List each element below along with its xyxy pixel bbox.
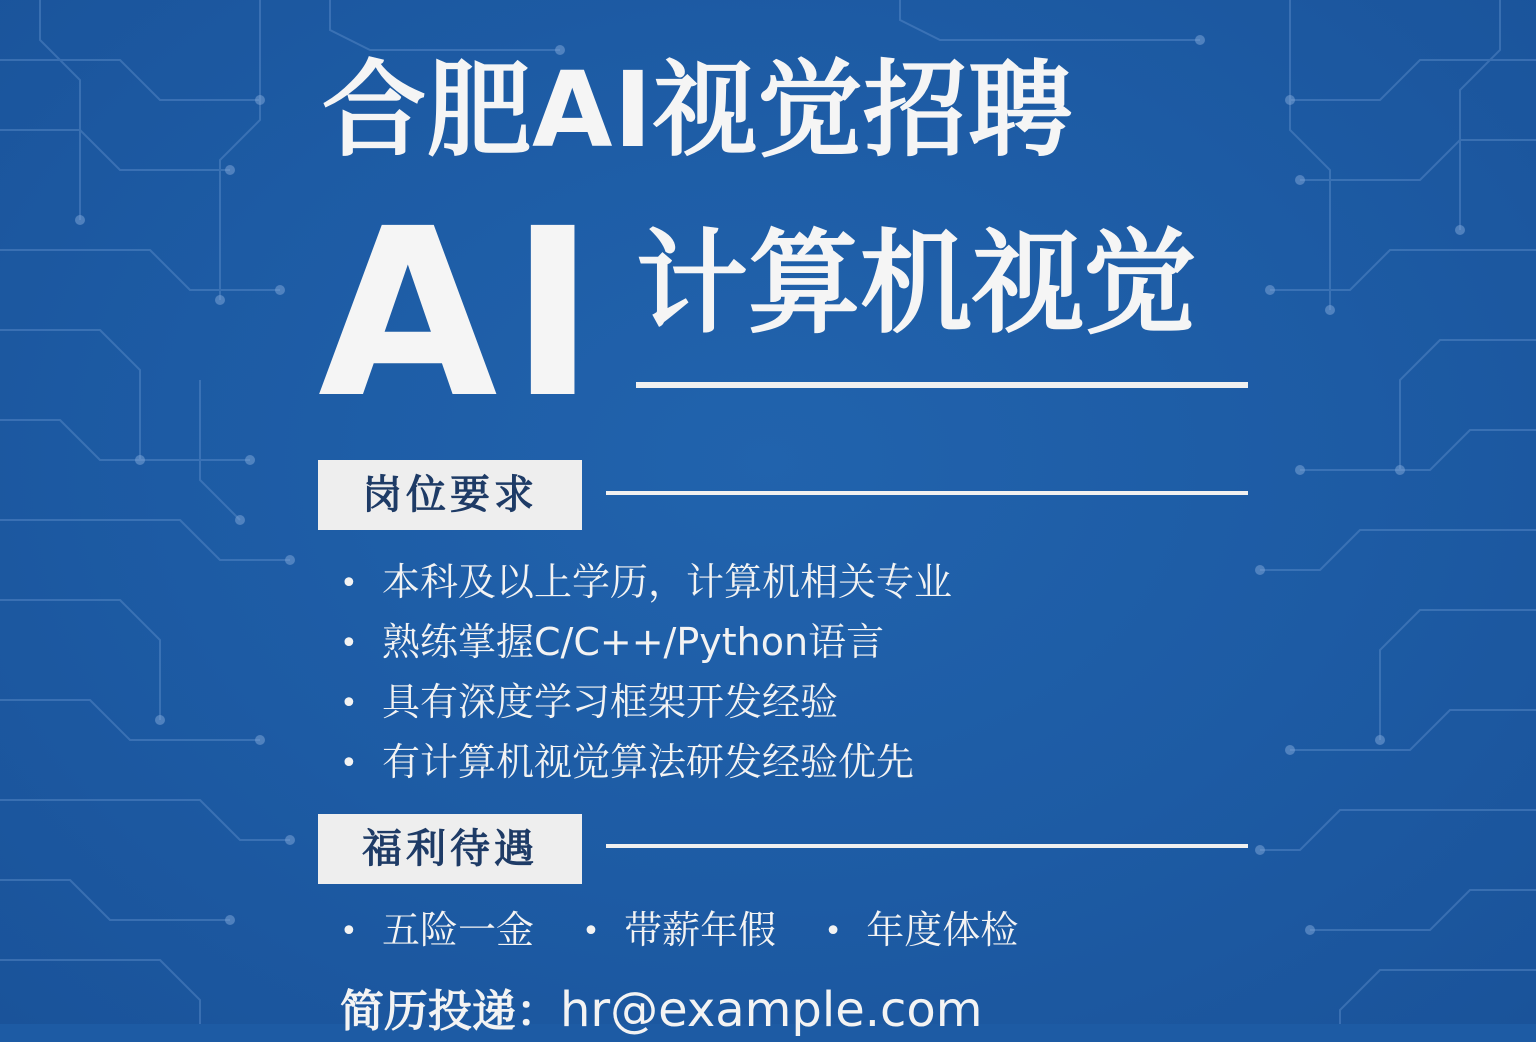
contact-line [340, 980, 983, 1042]
poster-title: 合肥AI视觉招聘 [322, 49, 1074, 171]
contact-label: 简历投递： [340, 986, 560, 1037]
benefits-list [340, 900, 1054, 962]
bullet-icon: • [340, 746, 358, 781]
contact-email: hr@example.com [560, 982, 983, 1038]
list-item [340, 612, 952, 672]
benefits-label: 福利待遇 [318, 814, 582, 884]
bullet-icon: • [824, 914, 842, 949]
list-item [340, 672, 952, 732]
requirements-list [340, 552, 952, 792]
requirement-text: 有计算机视觉算法研发经验优先 [382, 740, 915, 784]
requirement-text: 具有深度学习框架开发经验 [382, 680, 839, 724]
benefits-divider [606, 844, 1248, 848]
requirement-text: 熟练掌握C/C++/Python语言 [382, 620, 885, 664]
bullet-icon: • [340, 566, 358, 601]
subtitle-divider [636, 382, 1248, 388]
bullet-icon: • [340, 914, 358, 949]
computer-vision-subtitle: 计算机视觉 [636, 219, 1196, 349]
benefit-text: 年度体检 [866, 908, 1019, 952]
requirements-divider [606, 491, 1248, 495]
requirements-label: 岗位要求 [318, 460, 582, 530]
list-item [824, 900, 1018, 962]
benefit-text: 五险一金 [382, 908, 535, 952]
list-item [340, 900, 534, 962]
bullet-icon: • [340, 686, 358, 721]
requirement-text: 本科及以上学历，计算机相关专业 [382, 560, 953, 604]
bullet-icon: • [340, 626, 358, 661]
list-item [340, 552, 952, 612]
benefit-text: 带薪年假 [624, 908, 777, 952]
list-item [340, 732, 952, 792]
list-item [582, 900, 776, 962]
bullet-icon: • [582, 914, 600, 949]
ai-heading: AI [318, 179, 608, 449]
